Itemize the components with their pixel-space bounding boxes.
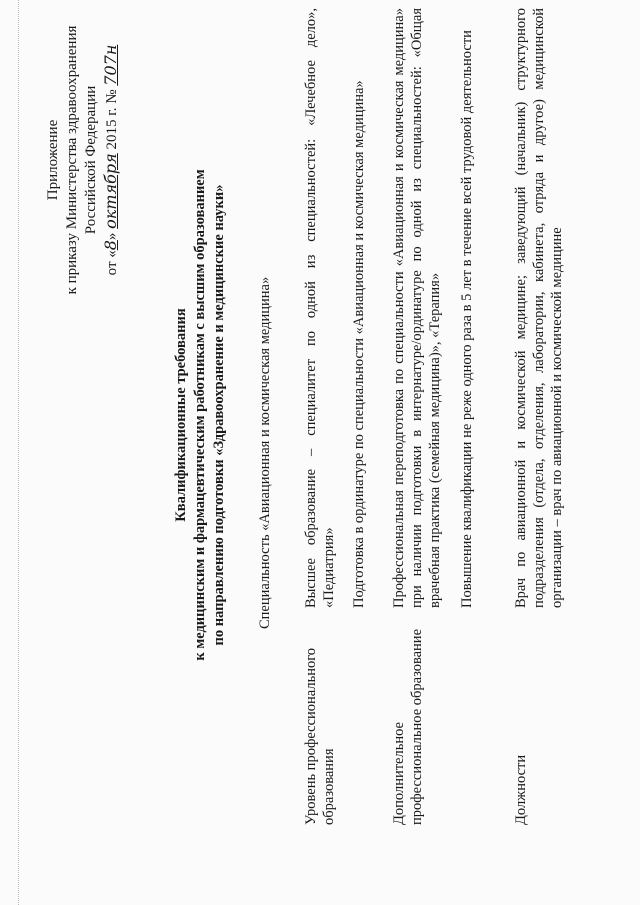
appendix-date-line [101,15,122,305]
appendix-line2: Российской Федерации [83,85,99,235]
row-text-additional-1: Профессиональная переподготовка по специальности «Авиационная и космическая медицина» при наличии подготовки в интернатуре/ординатуре по одной из специальностей: «Общая врачебная практика (семейная медицина)», «Терапия» [391,8,443,608]
title-line3: по направлению подготовки «Здравоохранение и медицинские науки» [211,184,227,646]
specialty-heading: Специальность «Авиационная и космическая медицина» [257,276,273,629]
document-title [172,25,229,805]
date-prefix: от « [104,250,120,276]
date-year: 2015 г. № [104,89,120,150]
date-month: октября [101,153,120,229]
appendix-line1: к приказу Министерства здравоохранения [64,25,80,295]
row-label-positions: Должности [513,754,529,825]
row-label-additional-education: Дополнительное профессиональное образование [391,628,425,825]
row-label-education-level: Уровень профессионального образования [303,647,337,825]
title-line1: Квалификационные требования [173,308,189,522]
appendix-block [44,15,122,305]
row-text-positions: Врач по авиационной и космической медицине; заведующий (начальник) структурного подразделения (отдела, отделения, лаборатории, кабинета, отряда и другое) медицинской организации – врач по авиационной и космической медицине [513,8,565,608]
date-day: 8 [101,240,120,251]
order-number: 707н [101,44,120,86]
title-line2: к медицинским и фармацевтическим работникам с высшим образованием [192,169,208,661]
row-text-additional-2: Повышение квалификации не реже одного раза в 5 лет в течение всей трудовой деятельности [459,30,475,608]
row-text-education-2: Подготовка в ординатуре по специальности «Авиационная и космическая медицина» [351,80,367,608]
appendix-title: Приложение [45,119,61,201]
date-mid: » [104,232,120,241]
row-text-education-1: Высшее образование – специалитет по одной из специальностей: «Лечебное дело», «Педиатрия» [303,8,337,608]
